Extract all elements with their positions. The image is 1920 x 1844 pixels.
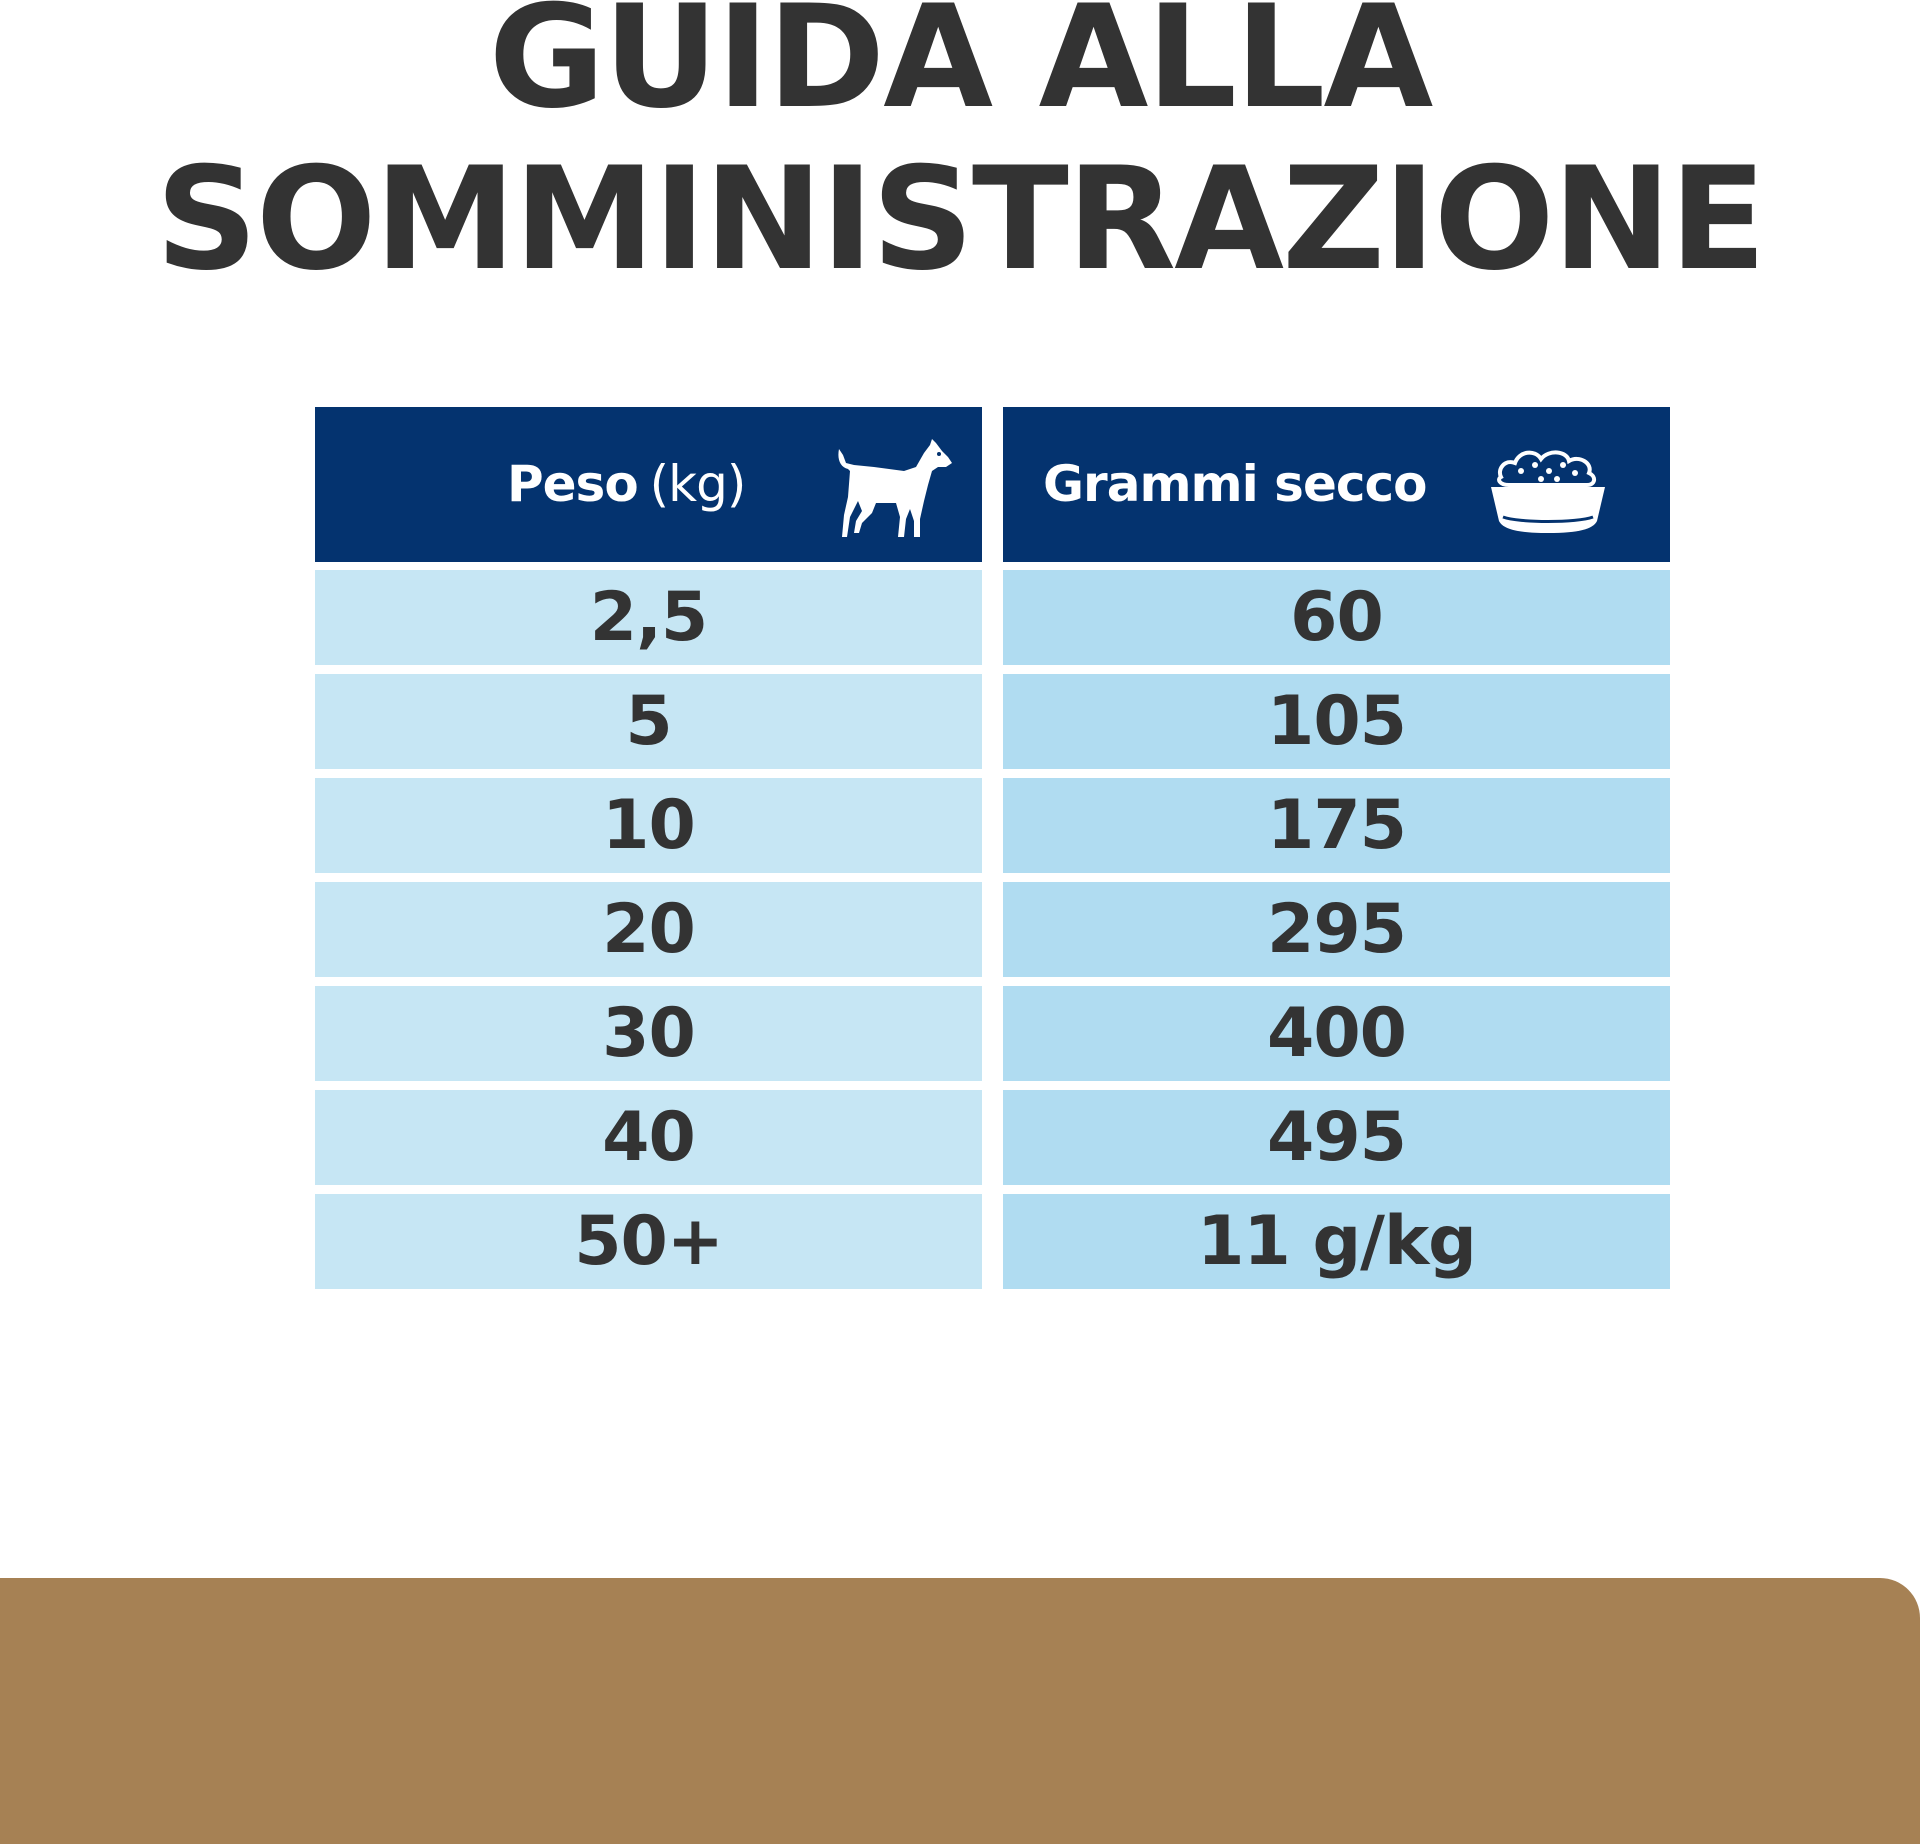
table-row <box>315 1090 1669 1185</box>
weight-cell: 30 <box>315 986 982 1081</box>
footer-band <box>0 1578 1920 1844</box>
page-title-line-2: SOMMINISTRAZIONE <box>155 137 1765 302</box>
feeding-guide-table <box>315 407 1669 1298</box>
weight-cell: 2,5 <box>315 570 982 665</box>
weight-cell: 40 <box>315 1090 982 1185</box>
table-row <box>315 1194 1669 1289</box>
weight-cell: 5 <box>315 674 982 769</box>
grams-column-header <box>1003 407 1670 562</box>
grams-cell: 400 <box>1003 986 1670 1081</box>
table-body <box>315 570 1669 1289</box>
weight-column-header <box>315 407 982 562</box>
weight-header-text <box>507 407 745 562</box>
grams-cell: 295 <box>1003 882 1670 977</box>
table-row <box>315 570 1669 665</box>
table-row <box>315 674 1669 769</box>
weight-cell: 50+ <box>315 1194 982 1289</box>
table-header-row <box>315 407 1669 562</box>
weight-cell: 20 <box>315 882 982 977</box>
table-row <box>315 986 1669 1081</box>
dog-icon <box>834 437 956 541</box>
grams-cell: 11 g/kg <box>1003 1194 1670 1289</box>
table-row <box>315 882 1669 977</box>
weight-header-unit: (kg) <box>649 455 746 513</box>
grams-header-label: Grammi secco <box>1043 455 1427 513</box>
food-bowl-icon <box>1483 437 1613 537</box>
weight-cell: 10 <box>315 778 982 873</box>
grams-cell: 495 <box>1003 1090 1670 1185</box>
grams-cell: 175 <box>1003 778 1670 873</box>
weight-header-label: Peso <box>507 455 638 513</box>
page-title-line-1: GUIDA ALLA <box>488 0 1432 140</box>
grams-cell: 60 <box>1003 570 1670 665</box>
table-row <box>315 778 1669 873</box>
grams-cell: 105 <box>1003 674 1670 769</box>
